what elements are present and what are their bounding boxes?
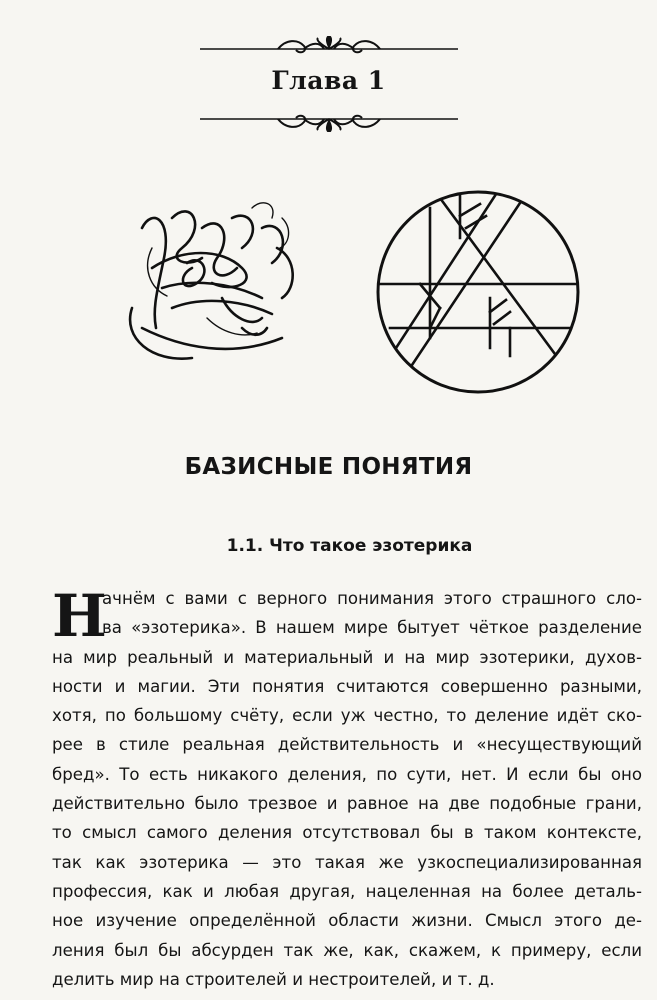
chapter-title: Глава 1: [271, 66, 386, 95]
text-line: то смысл самого деления отсутствовал бы в таком контексте,: [52, 823, 642, 843]
subsection-title: 1.1. Что такое эзотерика: [226, 536, 473, 556]
flourish-divider-icon: [200, 36, 458, 62]
ornament-divider-top: [200, 36, 458, 62]
body-paragraph: [52, 584, 642, 994]
calligraphic-sigil-icon: [112, 188, 312, 378]
text-line: хотя, по большому счёту, если уж честно, то деление идёт ско-: [52, 706, 642, 726]
circular-rune-sigil: [370, 188, 590, 398]
text-line: ления был бы абсурден так же, как, скажем, к примеру, если: [52, 940, 642, 960]
text-line: профессия, как и любая другая, нацеленная на более деталь-: [52, 881, 642, 901]
section-title: БАЗИСНЫЕ ПОНЯТИЯ: [184, 454, 473, 480]
text-line: ности и магии. Эти понятия считаются совершенно разными,: [52, 676, 642, 696]
text-line: действительно было трезвое и равное на две подобные грани,: [52, 794, 642, 814]
drop-cap: Н: [52, 582, 107, 650]
text-line: ва «эзотерика». В нашем мире бытует чёткое разделение: [102, 618, 642, 638]
text-line: на мир реальный и материальный и на мир эзотерики, духов-: [52, 647, 642, 667]
circular-rune-sigil-icon: [370, 188, 590, 398]
text-line: рее в стиле реальная действительность и «несуществующий: [52, 735, 642, 755]
ornament-divider-bottom: [200, 106, 458, 132]
text-line: ачнём с вами с верного понимания этого страшного сло-: [102, 589, 642, 608]
flourish-divider-icon: [200, 106, 458, 132]
text-line: бред». То есть никакого деления, по сути, нет. И если бы оно: [52, 764, 642, 784]
text-line: делить мир на строителей и нестроителей, и т. д.: [52, 969, 495, 989]
text-line: ное изучение определённой области жизни. Смысл этого де-: [52, 911, 642, 931]
text-line: так как эзотерика — это такая же узкоспециализированная: [52, 852, 642, 872]
calligraphic-sigil: [112, 188, 312, 378]
